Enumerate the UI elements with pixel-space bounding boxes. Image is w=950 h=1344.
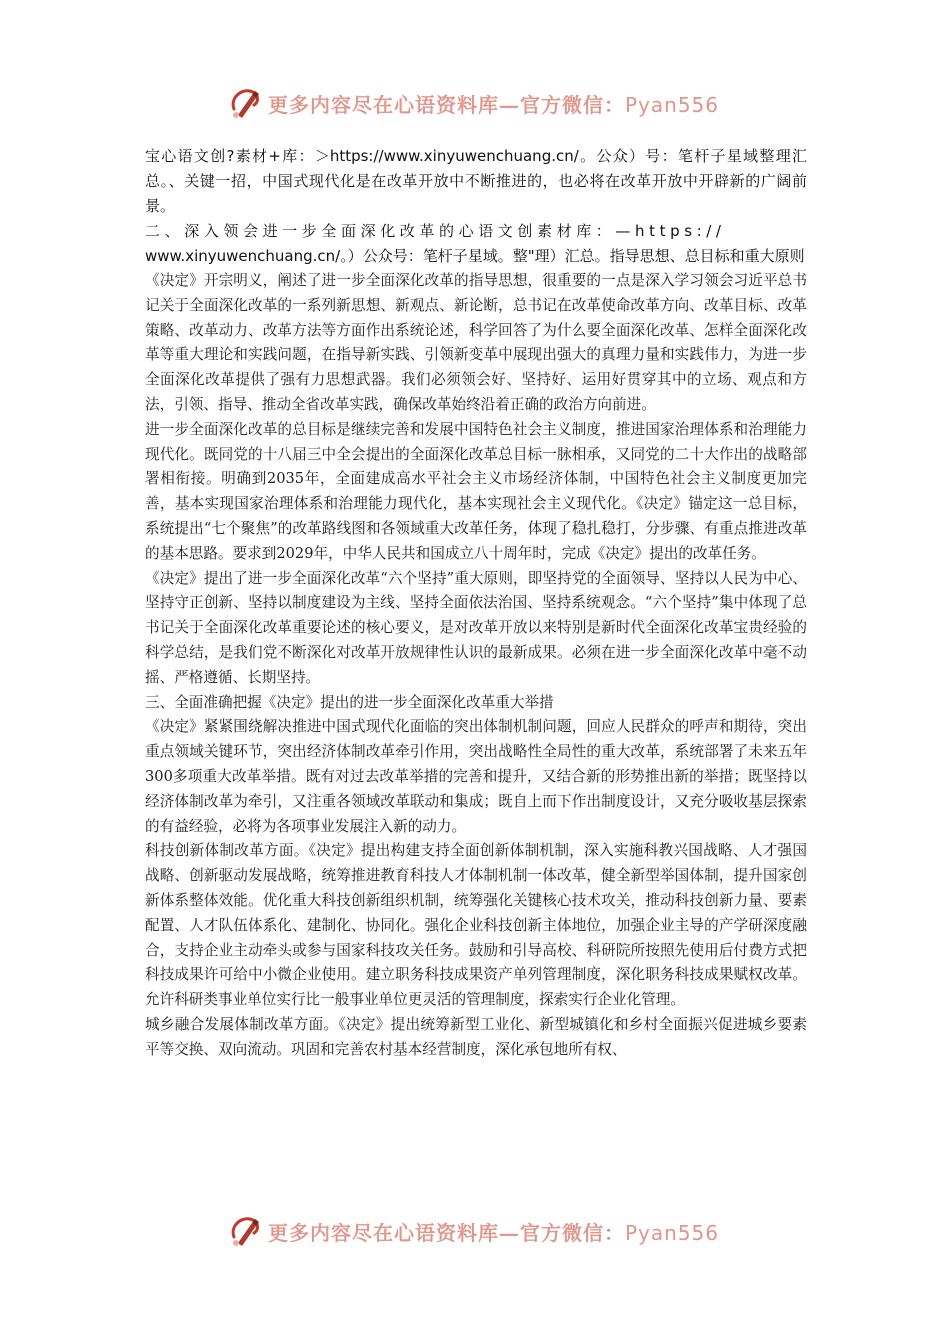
paragraph-guiding-ideology: 《决定》开宗明义，阐述了进一步全面深化改革的指导思想，很重要的一点是深入学习领会习近平总书记关于全面深化改革的一系列新思想、新观点、新论断，总书记在改革使命改革方向、改革目标、改革策略、改革动力、改革方法等方面作出系统论述，科学回答了为什么要全面深化改革、怎样全面深化改革等重大理论和实践问题，在指导新实践、引领新变革中展现出强大的真理力量和实践伟力，为进一步全面深化改革提供了强有力思想武器。我们必须领会好、坚持好、运用好贯穿其中的立场、观点和方法，引领、指导、推动全省改革实践，确保改革始终沿着正确的政治方向前进。 [145,272,807,413]
banner-text: 更多内容尽在心语资料库—官方微信：Pyan556 [268,92,720,117]
pen-nib-swirl-icon [228,85,264,121]
section-2-heading-line-2: www.xinyuwenchuang.cn/。）公众号：笔杆子星域。整"理）汇总。指导思想、总目标和重大原则 [145,247,805,265]
paragraph-major-measures: 《决定》紧紧围绕解决推进中国式现代化面临的突出体制机制问题，回应人民群众的呼声和期待，突出重点领域关键环节，突出经济体制改革牵引作用，突出战略性全局性的重大改革，系统部署了未来五年300多项重大改革举措。既有对过去改革举措的完善和提升，又结合新的形势推出新的举措；既坚持以经济体制改革为牵引，又注重各领域改革联动和集成；既自上而下作出制度设计，又充分吸收基层探索的有益经验，必将为各项事业发展注入新的动力。 [145,718,807,835]
wechat-id: Pyan556 [625,1220,720,1245]
paragraph-urban-rural: 城乡融合发展体制改革方面。《决定》提出统筹新型工业化、新型城镇化和乡村全面振兴促进城乡要素平等交换、双向流动。巩固和完善农村基本经营制度，深化承包地所有权、 [145,1015,807,1058]
footer-banner [228,1211,728,1251]
paragraph-overall-goal: 进一步全面深化改革的总目标是继续完善和发展中国特色社会主义制度，推进国家治理体系和治理能力现代化。既同党的十八届三中全会提出的全面深化改革总目标一脉相承，又同党的二十大作出的战略部署相衔接。明确到2035年，全面建成高水平社会主义市场经济体制，中国特色社会主义制度更加完善，基本实现国家治理体系和治理能力现代化，基本实现社会主义现代化。《决定》锚定这一总目标，系统提出“七个聚焦”的改革路线图和各领域重大改革任务，体现了稳扎稳打，分步骤、有重点推进改革的基本思路。要求到2029年，中华人民共和国成立八十周年时，完成《决定》提出的改革任务。 [145,420,807,562]
paragraph-six-principles: 《决定》提出了进一步全面深化改革“六个坚持”重大原则，即坚持党的全面领导、坚持以人民为中心、坚持守正创新、坚持以制度建设为主线、坚持全面依法治国、坚持系统观念。“六个坚持”集中体现了总书记关于全面深化改革重要论述的核心要义，是对改革开放以来特别是新时代全面深化改革宝贵经验的科学总结，是我们党不断深化对改革开放规律性认识的最新成果。必须在进一步全面深化改革中毫不动摇、严格遵循、长期坚持。 [145,569,807,686]
wechat-id: Pyan556 [625,92,720,117]
banner-text: 更多内容尽在心语资料库—官方微信：Pyan556 [268,1220,720,1245]
header-banner [228,83,728,123]
paragraph-tech-innovation: 科技创新体制改革方面。《决定》提出构建支持全面创新体制机制，深入实施科教兴国战略、人才强国战略、创新驱动发展战略，统筹推进教育科技人才体制机制一体改革，健全新型举国体制，提升国家创新体系整体效能。优化重大科技创新组织机制，统筹强化关键核心技术攻关，推动科技创新力量、要素配置、人才队伍体系化、建制化、协同化。强化企业科技创新主体地位，加强企业主导的产学研深度融合，支持企业主动牵头或参与国家科技攻关任务。鼓励和引导高校、科研院所按照先使用后付费方式把科技成果许可给中小微企业使用。建立职务科技成果资产单列管理制度，深化职务科技成果赋权改革。允许科研类事业单位实行比一般事业单位更灵活的管理制度，探索实行企业化管理。 [145,842,807,1009]
section-2-heading-line-1: 二、深入领会进一步全面深化改革的心语文创素材库：—https:// [145,222,726,240]
document-body [145,144,807,1063]
intro-heading: 宝心语文创?素材+库：＞https://www.xinyuwenchuang.cn/。公众）号：笔杆子星域整理汇总。、关键一招，中国式现代化是在改革开放中不断推进的，也必将在改革开放中开辟新的广阔前景。 [145,147,807,215]
pen-nib-swirl-icon [228,1213,264,1249]
section-3-heading: 三、全面准确把握《决定》提出的进一步全面深化改革重大举措 [145,693,554,711]
